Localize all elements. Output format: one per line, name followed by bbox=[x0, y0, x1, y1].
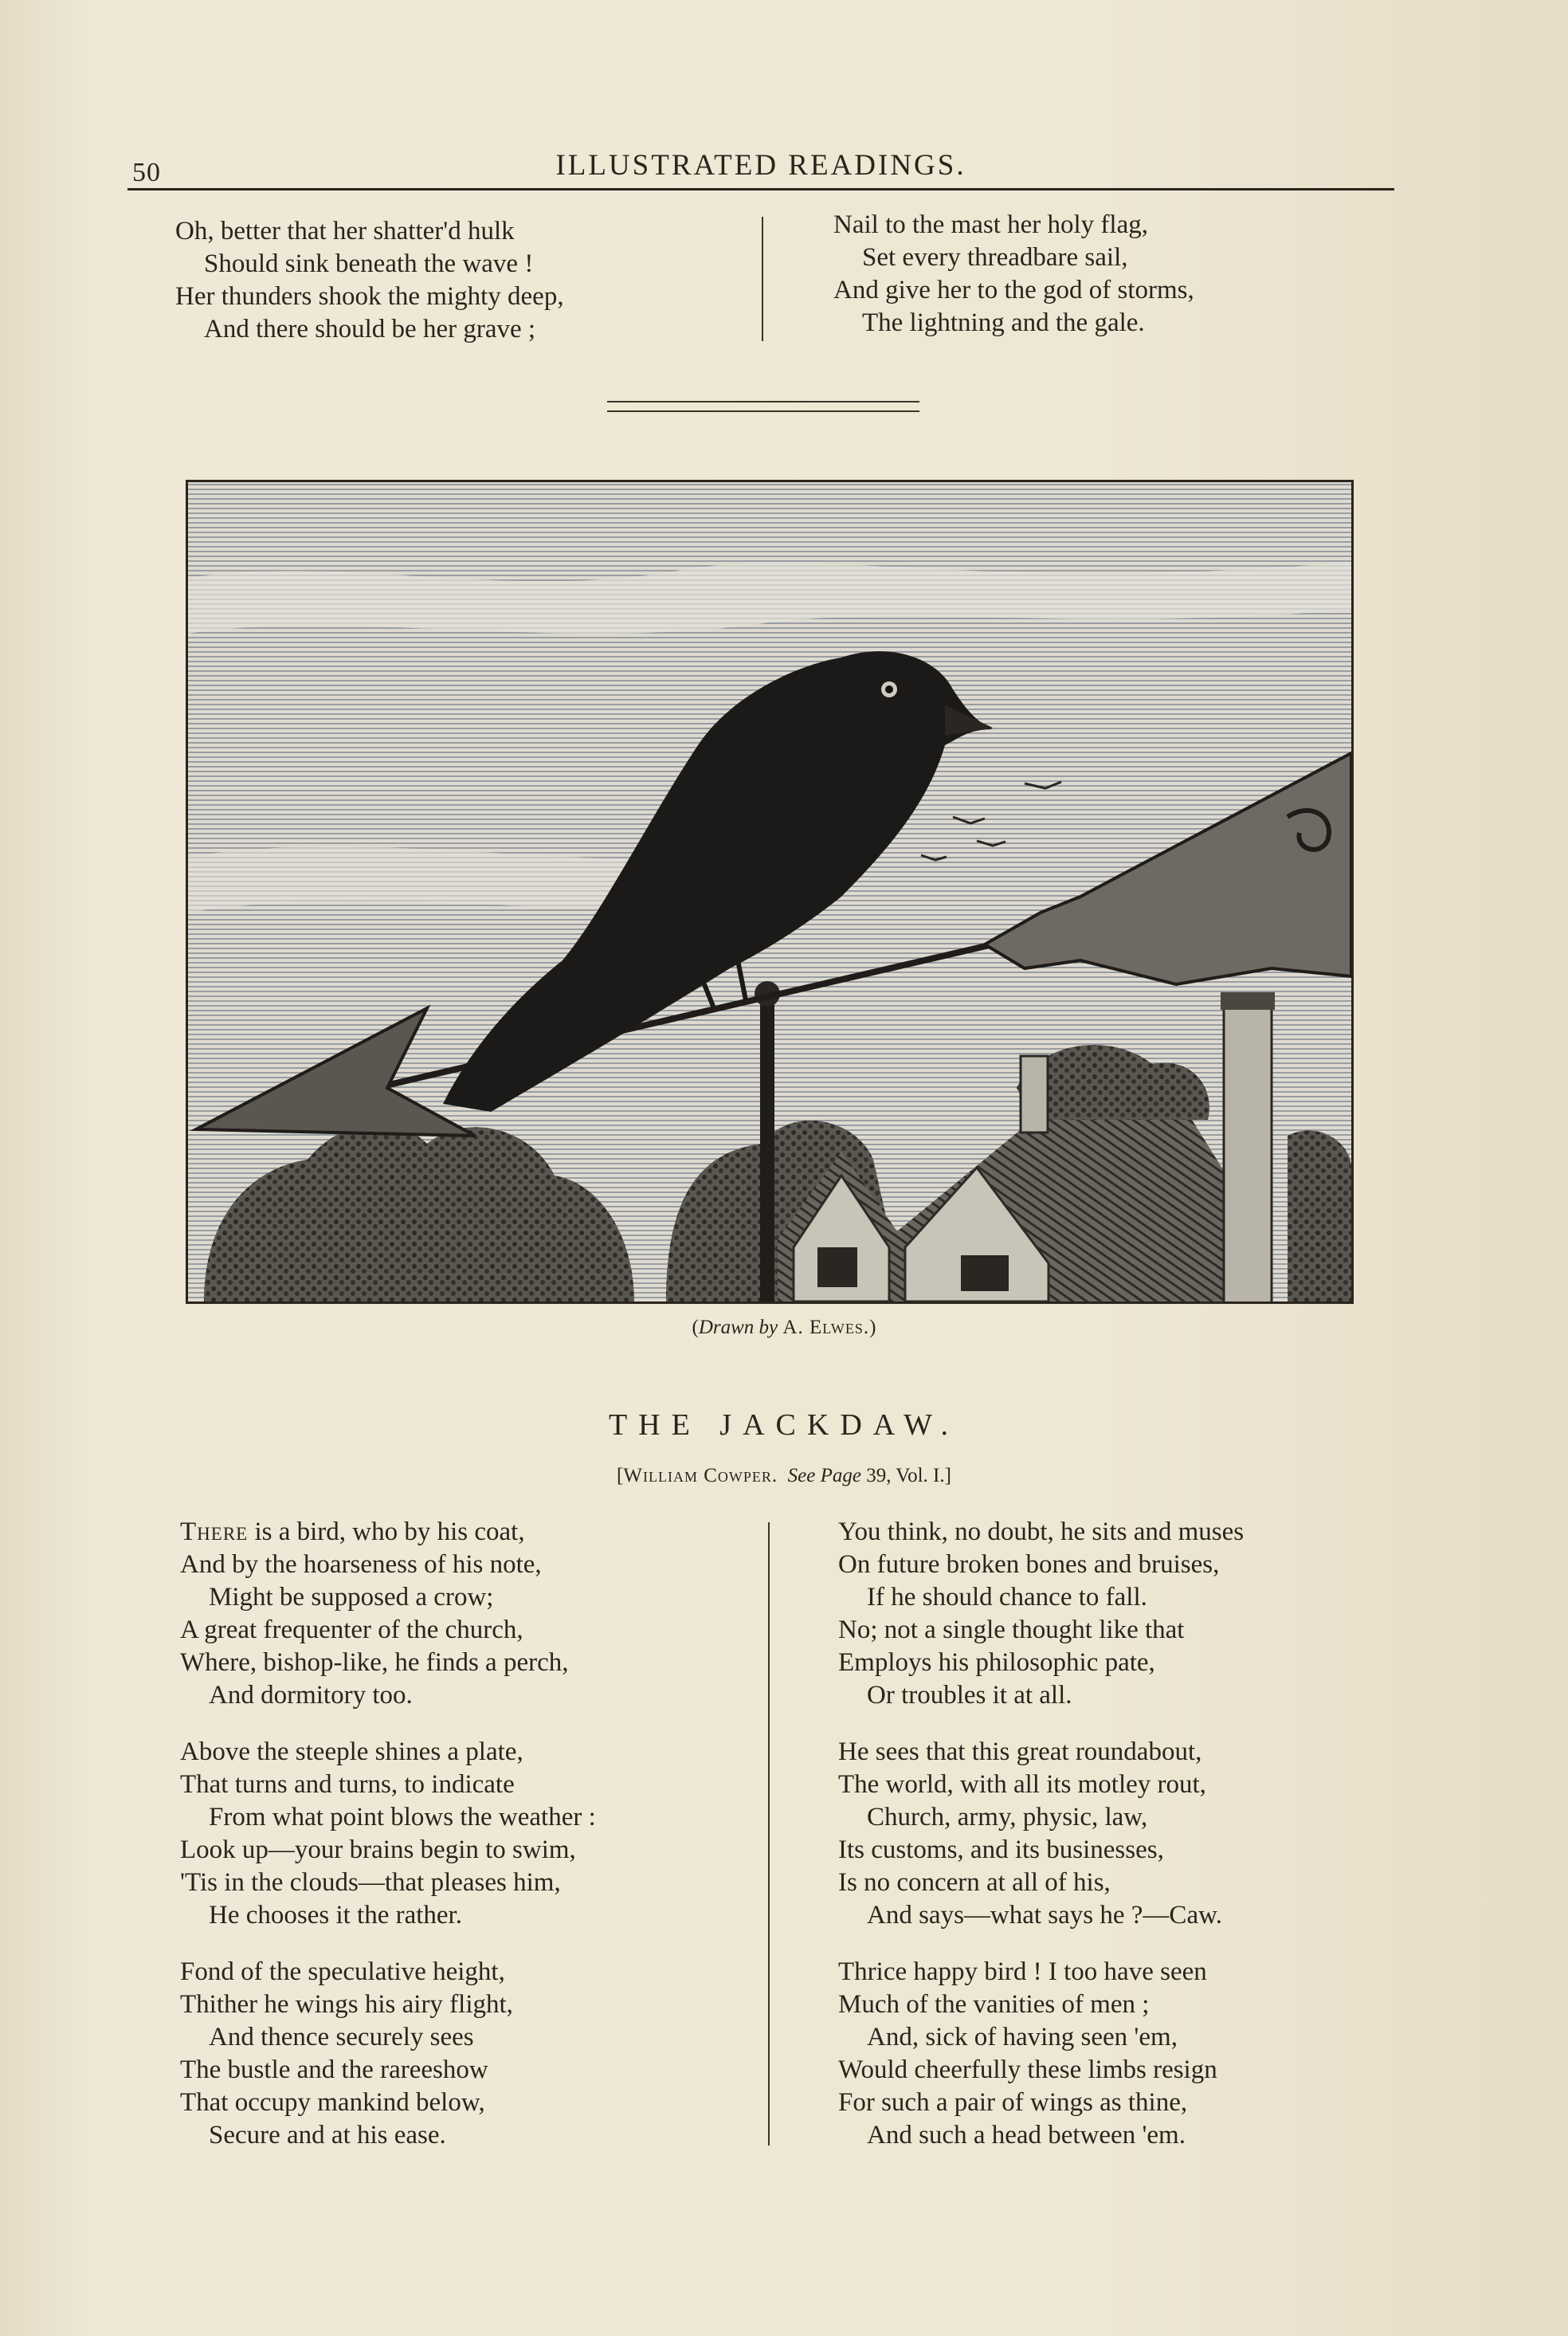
verse-line bbox=[180, 1614, 596, 1647]
verse-line-text: And such a head between 'em. bbox=[867, 2121, 1186, 2150]
verse-line-text: Might be supposed a crow; bbox=[209, 1583, 494, 1612]
verse-line bbox=[838, 1769, 1244, 1801]
verse-line bbox=[833, 274, 1194, 307]
attribution-reference: 39, Vol. I.] bbox=[866, 1465, 951, 1486]
verse-line bbox=[838, 1549, 1244, 1581]
verse-line bbox=[175, 281, 564, 313]
verse-line bbox=[180, 2021, 596, 2054]
verse-line-text: Church, army, physic, law, bbox=[867, 1803, 1148, 1832]
verse-line bbox=[180, 1647, 596, 1679]
caption-paren-close: ) bbox=[869, 1317, 876, 1338]
running-header bbox=[127, 148, 1394, 190]
verse-line-text: He sees that this great roundabout, bbox=[838, 1737, 1202, 1766]
verse-line-text: And dormitory too. bbox=[209, 1681, 413, 1710]
verse-line bbox=[838, 2119, 1244, 2152]
verse-line bbox=[180, 2119, 596, 2152]
verse-line bbox=[180, 1834, 596, 1867]
verse-line bbox=[838, 1867, 1244, 1899]
caption-paren-open: ( bbox=[692, 1317, 699, 1338]
verse-line-text: You think, no doubt, he sits and muses bbox=[838, 1517, 1245, 1546]
poem-right-column bbox=[838, 1516, 1244, 2152]
verse-line bbox=[180, 1679, 596, 1712]
page-number: 50 bbox=[132, 158, 161, 187]
verse-line bbox=[180, 2087, 596, 2119]
jackdaw-pupil bbox=[885, 685, 893, 693]
verse-line-text: Her thunders shook the mighty deep, bbox=[175, 282, 564, 311]
verse-line-text: Above the steeple shines a plate, bbox=[180, 1737, 523, 1766]
verse-line bbox=[180, 1989, 596, 2021]
verse-line-text: The bustle and the rareeshow bbox=[180, 2055, 488, 2084]
verse-line bbox=[180, 2054, 596, 2087]
verse-line-text: On future broken bones and bruises, bbox=[838, 1550, 1220, 1579]
verse-line-text: Secure and at his ease. bbox=[209, 2121, 446, 2150]
poem-attribution bbox=[0, 1465, 1568, 1487]
verse-line-text: Should sink beneath the wave ! bbox=[204, 249, 534, 278]
previous-poem-right-column bbox=[833, 209, 1194, 340]
verse-line-text: And by the hoarseness of his note, bbox=[180, 1550, 542, 1579]
verse-line-text: Is no concern at all of his, bbox=[838, 1868, 1111, 1897]
running-title: ILLUSTRATED READINGS. bbox=[555, 149, 966, 182]
verse-line-text: Thrice happy bird ! I too have seen bbox=[838, 1957, 1207, 1986]
verse-line-text: And says—what says he ?—Caw. bbox=[867, 1901, 1223, 1930]
poem-column-divider bbox=[768, 1522, 770, 2146]
verse-line bbox=[838, 1516, 1244, 1549]
chimney-cap bbox=[1221, 992, 1275, 1010]
verse-line-text: And, sick of having seen 'em, bbox=[867, 2023, 1178, 2051]
verse-line-text: And give her to the god of storms, bbox=[833, 276, 1194, 304]
right-tree bbox=[1288, 1131, 1351, 1301]
section-double-rule bbox=[607, 401, 919, 412]
verse-line-text: Much of the vanities of men ; bbox=[838, 1990, 1150, 2019]
verse-line bbox=[838, 1647, 1244, 1679]
poem-title: THE JACKDAW. bbox=[608, 1408, 960, 1442]
verse-line-text: 'Tis in the clouds—that pleases him, bbox=[180, 1868, 561, 1897]
verse-line-text: Or troubles it at all. bbox=[867, 1681, 1072, 1710]
verse-line-text: That turns and turns, to indicate bbox=[180, 1770, 515, 1799]
chimney bbox=[1021, 1056, 1048, 1133]
tall-chimney bbox=[1224, 1008, 1272, 1301]
column-divider bbox=[762, 217, 763, 341]
attribution-author: William Cowper. bbox=[623, 1465, 778, 1486]
poem-left-column bbox=[180, 1516, 596, 2152]
verse-line bbox=[838, 1989, 1244, 2021]
verse-line-text: Employs his philosophic pate, bbox=[838, 1648, 1155, 1677]
verse-line bbox=[180, 1899, 596, 1932]
verse-line bbox=[833, 241, 1194, 274]
verse-line-text: Oh, better that her shatter'd hulk bbox=[175, 217, 515, 245]
verse-line-text: Fond of the speculative height, bbox=[180, 1957, 505, 1986]
verse-line-text: And there should be her grave ; bbox=[204, 315, 536, 344]
verse-line bbox=[180, 1581, 596, 1614]
verse-line bbox=[838, 1956, 1244, 1989]
verse-line-text: is a bird, who by his coat, bbox=[248, 1517, 525, 1546]
verse-line bbox=[180, 1956, 596, 1989]
opening-word: There bbox=[180, 1517, 249, 1546]
verse-line bbox=[180, 1769, 596, 1801]
verse-line bbox=[180, 1516, 596, 1549]
verse-line bbox=[838, 2054, 1244, 2087]
verse-line-text: Thither he wings his airy flight, bbox=[180, 1990, 513, 2019]
verse-line-text: No; not a single thought like that bbox=[838, 1616, 1185, 1644]
verse-line bbox=[838, 1581, 1244, 1614]
caption-drawn-by: Drawn by bbox=[698, 1317, 778, 1338]
verse-line bbox=[838, 1614, 1244, 1647]
verse-line bbox=[838, 1834, 1244, 1867]
verse-line-text: And thence securely sees bbox=[209, 2023, 474, 2051]
verse-line-text: For such a pair of wings as thine, bbox=[838, 2088, 1188, 2117]
verse-line-text: The lightning and the gale. bbox=[862, 308, 1145, 337]
verse-line bbox=[833, 209, 1194, 241]
previous-poem-left-column bbox=[175, 215, 564, 346]
verse-line bbox=[180, 1549, 596, 1581]
verse-line-text: From what point blows the weather : bbox=[209, 1803, 596, 1832]
attribution-see: See Page bbox=[787, 1465, 861, 1486]
verse-line bbox=[838, 2021, 1244, 2054]
verse-line-text: Its customs, and its businesses, bbox=[838, 1835, 1164, 1864]
cottage-window bbox=[961, 1255, 1009, 1291]
verse-line-text: That occupy mankind below, bbox=[180, 2088, 485, 2117]
verse-line bbox=[838, 1736, 1244, 1769]
verse-line-text: Look up—your brains begin to swim, bbox=[180, 1835, 576, 1864]
caption-artist: A. Elwes. bbox=[782, 1317, 870, 1338]
verse-line bbox=[838, 1679, 1244, 1712]
verse-line bbox=[180, 1801, 596, 1834]
verse-line-text: A great frequenter of the church, bbox=[180, 1616, 523, 1644]
verse-line bbox=[175, 215, 564, 248]
verse-line bbox=[833, 307, 1194, 340]
verse-line bbox=[838, 1801, 1244, 1834]
verse-line-text: Would cheerfully these limbs resign bbox=[838, 2055, 1217, 2084]
verse-line bbox=[180, 1867, 596, 1899]
verse-line-text: If he should chance to fall. bbox=[867, 1583, 1147, 1612]
weathervane-pole bbox=[760, 1000, 774, 1301]
verse-line bbox=[175, 313, 564, 346]
verse-line bbox=[180, 1736, 596, 1769]
verse-line-text: Where, bishop-like, he finds a perch, bbox=[180, 1648, 569, 1677]
verse-line-text: Set every threadbare sail, bbox=[862, 243, 1128, 272]
cottage-window bbox=[817, 1247, 857, 1287]
jackdaw-engraving bbox=[186, 480, 1354, 1304]
attribution-bracket: [ bbox=[617, 1465, 624, 1486]
verse-line-text: The world, with all its motley rout, bbox=[838, 1770, 1206, 1799]
verse-line bbox=[175, 248, 564, 281]
illustration-caption bbox=[0, 1317, 1568, 1339]
verse-line bbox=[838, 2087, 1244, 2119]
verse-line bbox=[838, 1899, 1244, 1932]
verse-line-text: He chooses it the rather. bbox=[209, 1901, 462, 1930]
verse-line-text: Nail to the mast her holy flag, bbox=[833, 210, 1148, 239]
